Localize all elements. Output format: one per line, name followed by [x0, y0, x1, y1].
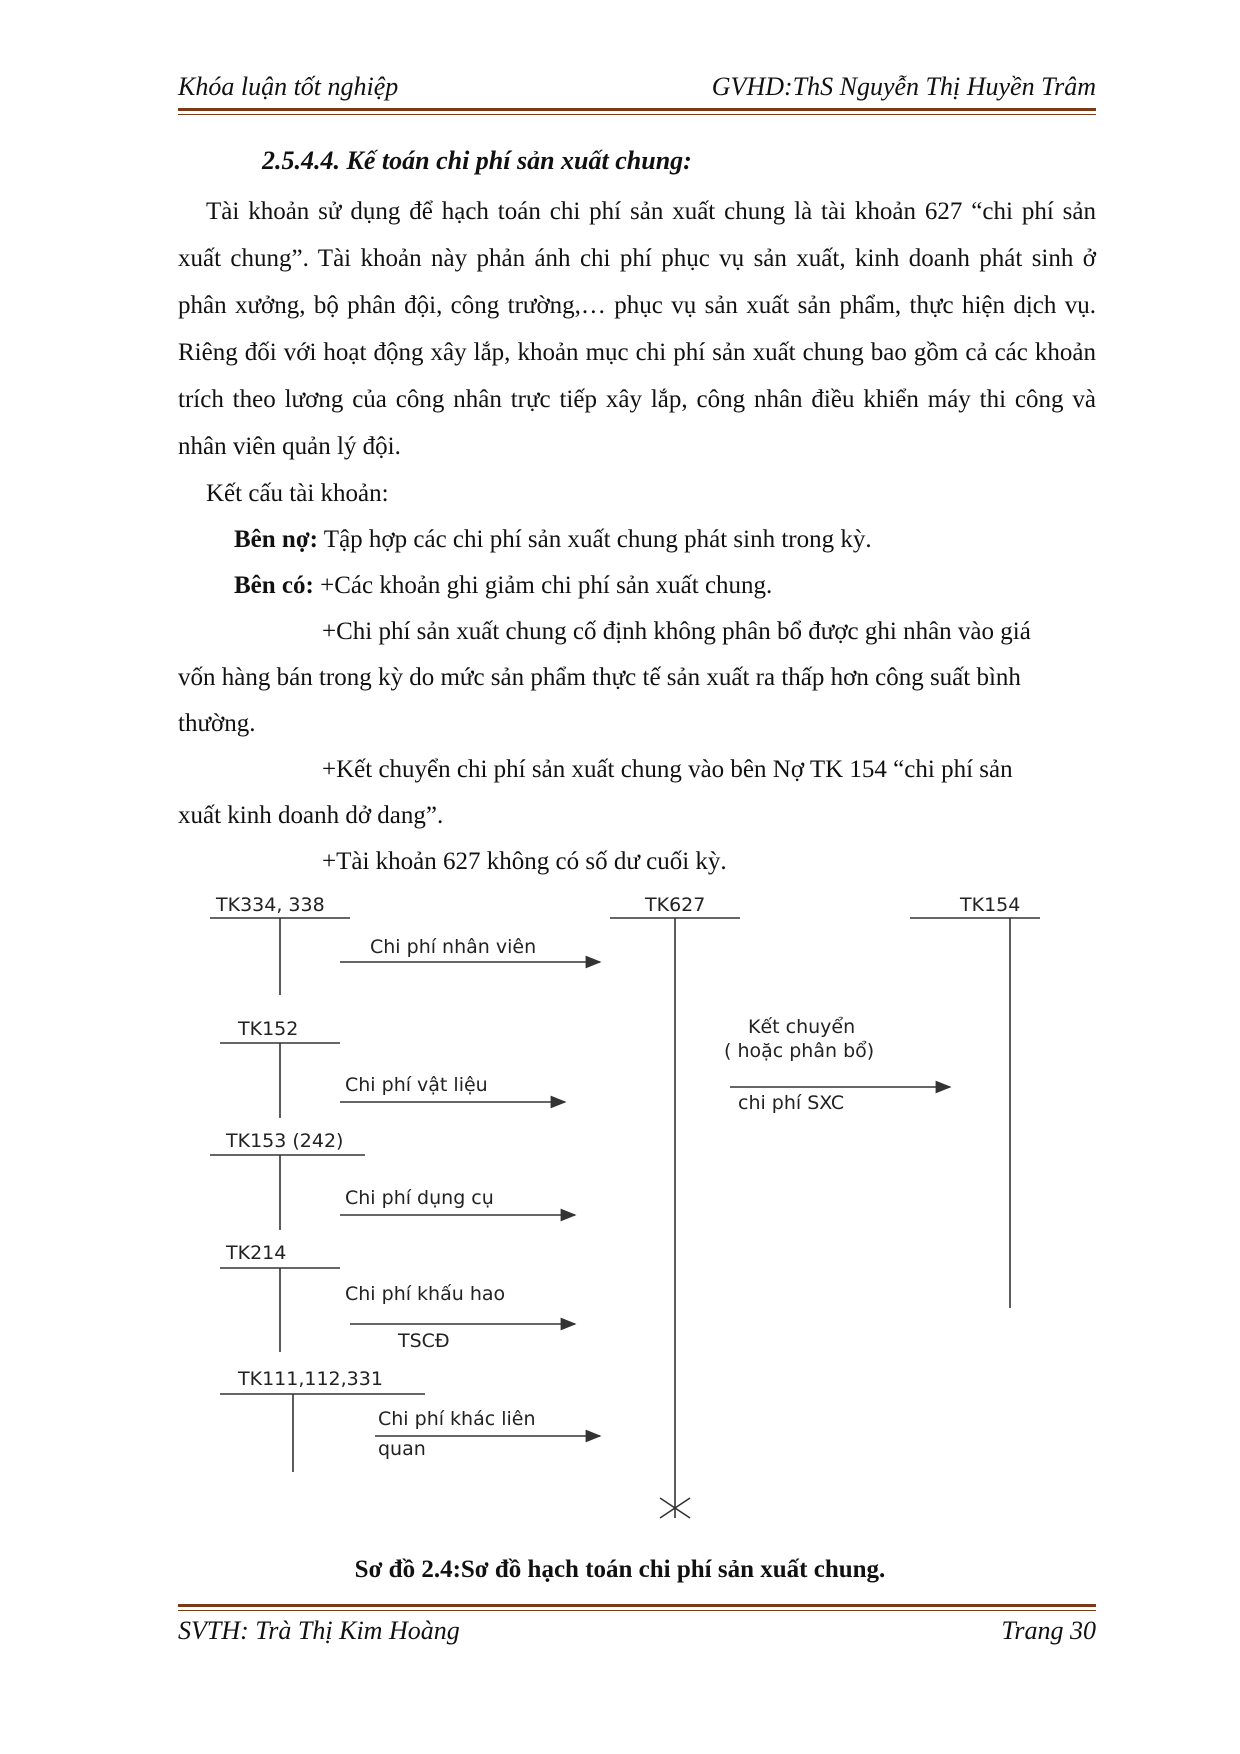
account-tk154: TK154: [960, 894, 1021, 916]
credit-item-4: +Tài khoản 627 không có số dư cuối kỳ.: [322, 848, 727, 875]
page-number: Trang 30: [1001, 1616, 1096, 1645]
credit-text: +Các khoản ghi giảm chi phí sản xuất chung.: [313, 572, 773, 599]
footer-rule-thin: [178, 1610, 1096, 1611]
structure-label: Kết cấu tài khoản:: [206, 480, 389, 507]
account-tk214: TK214: [226, 1242, 287, 1264]
header-advisor: GVHD:ThS Nguyễn Thị Huyền Trâm: [711, 72, 1096, 101]
credit-item-2-line-1: +Chi phí sản xuất chung cố định không phân bổ được ghi nhân vào giá: [322, 618, 1031, 645]
account-tk334: TK334, 338: [216, 894, 325, 916]
flow-khac-line-2: quan: [378, 1438, 426, 1460]
flow-ket-chuyen-line-2: ( hoặc phân bổ): [724, 1040, 875, 1062]
credit-label: Bên có:: [234, 572, 314, 599]
flow-vat-lieu: Chi phí vật liệu: [345, 1074, 488, 1096]
flow-khac-line-1: Chi phí khác liên: [378, 1408, 536, 1430]
credit-item-2-line-3: thường.: [178, 710, 256, 737]
flow-tscd: TSCĐ: [398, 1330, 450, 1352]
diagram-lines: [190, 890, 1090, 1540]
credit-item-3-line-1: +Kết chuyển chi phí sản xuất chung vào bên Nợ TK 154 “chi phí sản: [322, 756, 1013, 783]
account-tk152: TK152: [238, 1018, 299, 1040]
footer-rule: [178, 1604, 1096, 1607]
flow-ket-chuyen-line-1: Kết chuyển: [748, 1016, 856, 1038]
accounting-diagram: [190, 890, 1090, 1540]
credit-line: [234, 562, 772, 609]
page-header: [178, 72, 1096, 108]
credit-item-3-line-2: xuất kinh doanh dở dang”.: [178, 802, 444, 829]
flow-nhan-vien: Chi phí nhân viên: [370, 936, 537, 958]
header-rule-thin: [178, 114, 1096, 115]
header-title: Khóa luận tốt nghiệp: [178, 72, 399, 101]
debit-label: Bên nợ:: [234, 526, 318, 553]
section-heading: 2.5.4.4. Kế toán chi phí sản xuất chung:: [262, 146, 692, 175]
diagram-caption: Sơ đồ 2.4:Sơ đồ hạch toán chi phí sản xuất chung.: [354, 1556, 886, 1583]
footer-student: SVTH: Trà Thị Kim Hoàng: [178, 1616, 460, 1645]
flow-dung-cu: Chi phí dụng cụ: [345, 1187, 494, 1209]
account-tk627: TK627: [645, 894, 706, 916]
flow-sxc: chi phí SXC: [738, 1092, 845, 1114]
header-rule: [178, 108, 1096, 111]
page-footer: [178, 1616, 1096, 1652]
account-tk111: TK111,112,331: [238, 1368, 383, 1390]
debit-line: [234, 516, 872, 563]
credit-item-2-line-2: vốn hàng bán trong kỳ do mức sản phẩm thực tế sản xuất ra thấp hơn công suất bình: [178, 664, 1021, 691]
intro-paragraph: Tài khoản sử dụng để hạch toán chi phí sản xuất chung là tài khoản 627 “chi phí sản xuất chung”. Tài khoản này phản ánh chi phí phục vụ sản xuất, kinh doanh phát sinh ở phân xưởng, bộ phân đội, công trường,… phục vụ sản xuất sản phẩm, thực hiện dịch vụ. Riêng đối với hoạt động xây lắp, khoản mục chi phí sản xuất chung bao gồm cả các khoản trích theo lương của công nhân trực tiếp xây lắp, công nhân điều khiển máy thi công và nhân viên quản lý đội.: [178, 198, 1096, 460]
flow-khau-hao: Chi phí khấu hao: [345, 1283, 506, 1305]
debit-text: Tập hợp các chi phí sản xuất chung phát sinh trong kỳ.: [318, 526, 872, 553]
account-tk153: TK153 (242): [226, 1130, 344, 1152]
